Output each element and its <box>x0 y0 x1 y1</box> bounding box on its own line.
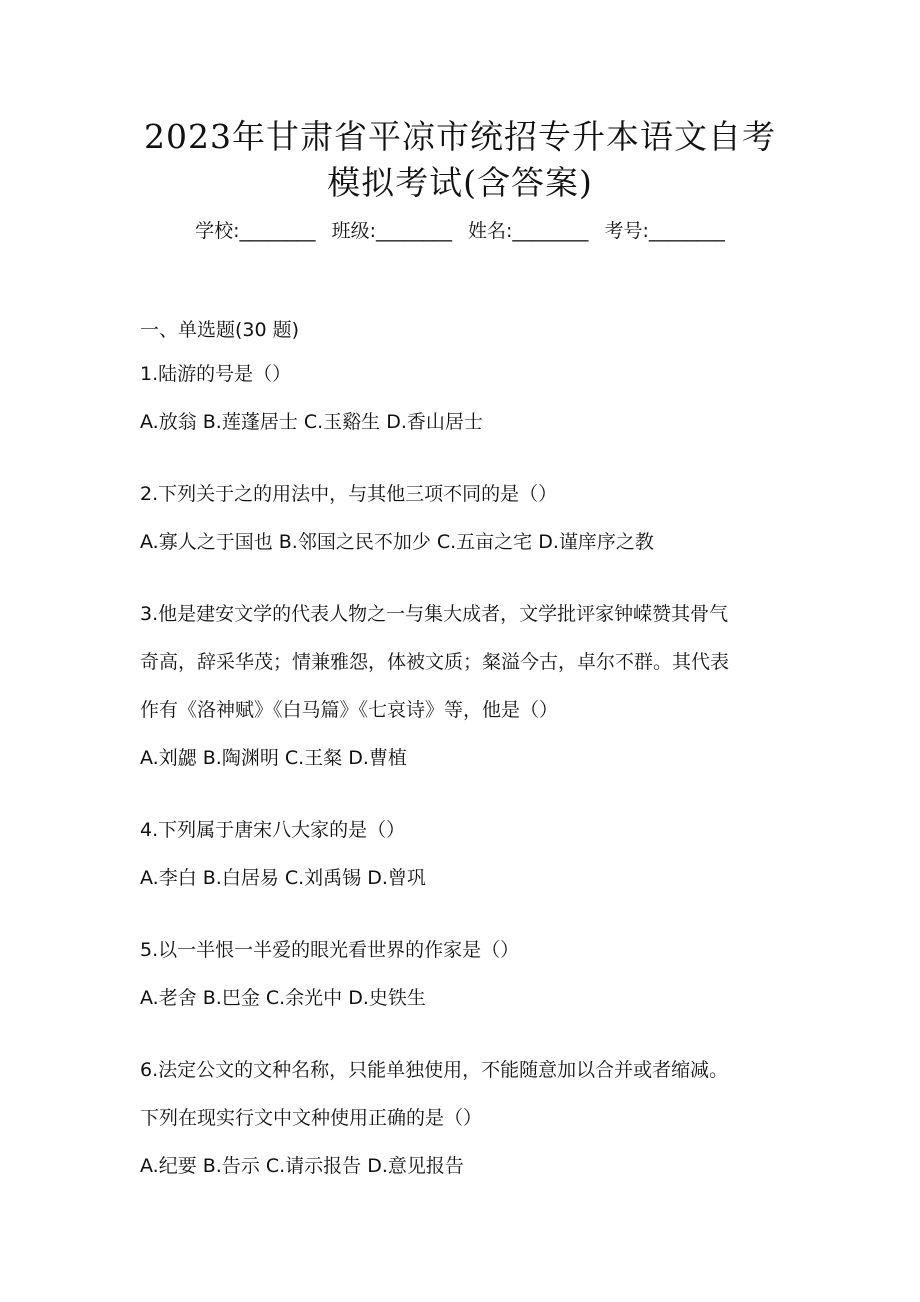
question-3-stem-line-2: 奇高，辞采华茂；情兼雅怨，体被文质；粲溢今古，卓尔不群。其代表 <box>140 651 730 673</box>
question-2-options: A.寡人之于国也 B.邻国之民不加少 C.五亩之宅 D.谨庠序之教 <box>140 531 654 553</box>
document-title-line-1: 2023年甘肃省平凉市统招专升本语文自考 <box>144 117 776 156</box>
question-2-stem: 2.下列关于之的用法中，与其他三项不同的是（） <box>140 483 558 505</box>
school-field: 学校:________ <box>195 220 316 242</box>
question-5-stem: 5.以一半恨一半爱的眼光看世界的作家是（） <box>140 939 520 961</box>
class-field: 班级:________ <box>331 220 452 242</box>
document-title-line-2: 模拟考试(含答案) <box>327 163 593 202</box>
question-6-stem-line-1: 6.法定公文的文种名称，只能单独使用，不能随意加以合并或者缩减。 <box>140 1059 729 1081</box>
exam-number-field: 考号:________ <box>604 220 725 242</box>
question-4-options: A.李白 B.白居易 C.刘禹锡 D.曾巩 <box>140 867 426 889</box>
question-1-stem: 1.陆游的号是（） <box>140 363 292 385</box>
question-3-stem-line-3: 作有《洛神赋》《白马篇》《七哀诗》等，他是（） <box>140 699 559 721</box>
question-6-options: A.纪要 B.告示 C.请示报告 D.意见报告 <box>140 1155 464 1177</box>
question-6-stem-line-2: 下列在现实行文中文种使用正确的是（） <box>140 1107 483 1129</box>
question-4-stem: 4.下列属于唐宋八大家的是（） <box>140 819 406 841</box>
question-5-options: A.老舍 B.巴金 C.余光中 D.史铁生 <box>140 987 426 1009</box>
name-field: 姓名:________ <box>468 220 589 242</box>
student-info-row <box>0 218 920 244</box>
question-3-options: A.刘勰 B.陶渊明 C.王粲 D.曹植 <box>140 747 407 769</box>
question-1-options: A.放翁 B.莲蓬居士 C.玉谿生 D.香山居士 <box>140 411 483 433</box>
section-heading: 一、单选题(30 题) <box>140 319 300 341</box>
question-3-stem-line-1: 3.他是建安文学的代表人物之一与集大成者，文学批评家钟嵘赞其骨气 <box>140 603 729 625</box>
